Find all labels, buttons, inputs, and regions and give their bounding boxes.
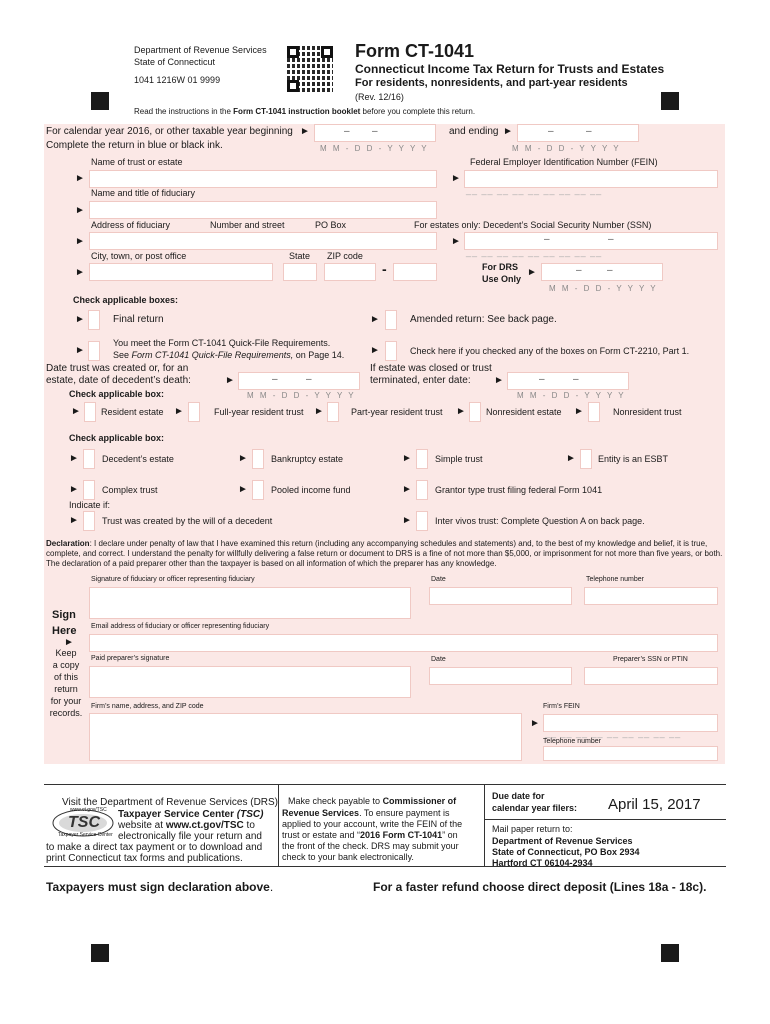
ct2210-label: Check here if you checked any of the boxes on Form CT-2210, Part 1. (410, 346, 690, 356)
date-format-hint: M M - D D - Y Y Y Y (512, 144, 621, 153)
arrow-icon: ► (75, 345, 85, 356)
sign-date-input[interactable] (429, 587, 572, 605)
preparer-ssn-input[interactable] (584, 667, 718, 685)
visit-text-6: print Connecticut tax forms and publications. (46, 853, 243, 864)
arrow-icon: ► (566, 453, 576, 464)
preparer-signature-label: Paid preparer’s signature (91, 655, 170, 662)
tsc-logo-icon: www.ct.gov/TSC TSC Taxpayer Service Center (50, 806, 116, 840)
divider (278, 784, 279, 866)
state-name: State of Connecticut (134, 57, 216, 67)
status-label: Part-year resident trust (351, 407, 443, 417)
ending-label: and ending (449, 126, 499, 137)
date-format-hint: M M - D D - Y Y Y Y (549, 284, 658, 293)
arrow-icon: ► (503, 126, 513, 137)
firm-label: Firm’s name, address, and ZIP code (91, 703, 204, 710)
address-label: Address of fiduciary (91, 220, 171, 230)
type-label: Pooled income fund (271, 485, 351, 495)
here-label: Here (52, 625, 77, 637)
arrow-icon: ► (574, 406, 584, 417)
arrow-icon: ► (75, 314, 85, 325)
dept-name: Department of Revenue Services (134, 45, 267, 55)
arrow-icon: ► (451, 236, 461, 247)
quick-file-label-2: See Form CT-1041 Quick-File Requirements, on Page 14. (113, 350, 345, 360)
firm-phone-input[interactable] (543, 746, 718, 761)
final-return-checkbox[interactable] (88, 310, 100, 330)
declaration-text: Declaration: I declare under penalty of law that I have examined this return (including any accompanying schedules and statements) and, to the best of my knowledge and belief, it is true, complete, and correct. I understand the penalty for willfully delivering a false return or document to DRS is a fine of not more than $5,000, or imprisonment for not more than five years, or both. The declaration of a paid preparer other than the taxpayer is based on all information of which the preparer has any knowledge. (46, 539, 723, 568)
arrow-icon: ► (300, 126, 310, 137)
period-label: For calendar year 2016, or other taxable year beginning (46, 126, 293, 137)
created-label-2: estate, date of decedent’s death: (46, 375, 191, 386)
arrow-icon: ► (69, 484, 79, 495)
firm-address-field[interactable] (89, 713, 522, 761)
visit-text-2: Taxpayer Service Center (TSC) (118, 809, 264, 820)
drs-date-input[interactable] (541, 263, 663, 281)
preparer-date-input[interactable] (429, 667, 572, 685)
divider (484, 784, 485, 866)
arrow-icon: ► (314, 406, 324, 417)
revision: (Rev. 12/16) (355, 92, 404, 102)
check-boxes-title: Check applicable boxes: (73, 295, 179, 305)
date-label-2: Date (431, 656, 446, 663)
divider (484, 819, 726, 820)
name-fiduciary-label: Name and title of fiduciary (91, 188, 196, 198)
type-label: Entity is an ESBT (598, 454, 669, 464)
street-label: Number and street (210, 220, 285, 230)
registration-mark (661, 92, 679, 110)
state-label: State (289, 251, 311, 261)
pooled-income-checkbox[interactable] (252, 480, 264, 500)
due-date: April 15, 2017 (608, 796, 701, 813)
drs-label: For DRS (482, 262, 518, 272)
fiduciary-name-input[interactable] (89, 201, 437, 219)
arrow-icon: ► (238, 453, 248, 464)
will-trust-label: Trust was created by the will of a decedent (102, 516, 273, 526)
due-date-label: Due date for (492, 791, 545, 801)
arrow-icon: ► (402, 453, 412, 464)
arrow-icon: ► (225, 375, 235, 386)
type-label: Grantor type trust filing federal Form 1041 (435, 485, 603, 495)
date-format-hint: M M - D D - Y Y Y Y (517, 391, 626, 400)
zip-input[interactable] (324, 263, 376, 281)
arrow-icon: ► (527, 267, 537, 278)
form-title: Form CT-1041 (355, 41, 475, 61)
payment-text-4: trust or estate and “2016 Form CT-1041” on (282, 830, 458, 840)
preparer-ssn-label: Preparer’s SSN or PTIN (613, 656, 688, 663)
visit-text-3: website at www.ct.gov/TSC to (118, 820, 255, 831)
status-label: Nonresident trust (613, 407, 682, 417)
arrow-icon: ► (370, 314, 380, 325)
zip-label: ZIP code (327, 251, 363, 261)
registration-mark (91, 944, 109, 962)
amended-return-checkbox[interactable] (385, 310, 397, 330)
payment-text-2: Revenue Services. To ensure payment is (282, 808, 450, 818)
arrow-icon: ► (174, 406, 184, 417)
arrow-icon: ► (530, 718, 540, 729)
sign-label: Sign (52, 609, 76, 621)
will-trust-checkbox[interactable] (83, 511, 95, 531)
final-return-label: Final return (113, 314, 164, 325)
closed-label-2: terminated, enter date: (370, 375, 471, 386)
arrow-icon: ► (75, 267, 85, 278)
firm-phone-label: Telephone number (543, 738, 601, 745)
closed-date-input[interactable] (507, 372, 629, 390)
bankruptcy-estate-checkbox[interactable] (252, 449, 264, 469)
arrow-icon: ► (402, 484, 412, 495)
instructions-note: Read the instructions in the Form CT-1041 instruction booklet before you complete this return. (134, 107, 476, 116)
inter-vivos-checkbox[interactable] (416, 511, 428, 531)
check-box-title-2: Check applicable box: (69, 389, 165, 399)
part-year-trust-checkbox[interactable] (327, 402, 339, 422)
full-year-trust-checkbox[interactable] (188, 402, 200, 422)
amended-return-label: Amended return: See back page. (410, 314, 557, 325)
type-label: Simple trust (435, 454, 483, 464)
arrow-icon: ► (64, 637, 74, 648)
esbt-checkbox[interactable] (580, 449, 592, 469)
fiduciary-signature-field[interactable] (89, 587, 411, 619)
email-input[interactable] (89, 634, 718, 652)
preparer-signature-field[interactable] (89, 666, 411, 698)
po-box-label: PO Box (315, 220, 347, 230)
firm-fein-label: Firm’s FEIN (543, 703, 580, 710)
created-label: Date trust was created or, for an (46, 363, 189, 374)
indicate-label: Indicate if: (69, 500, 111, 510)
form-subtitle: Connecticut Income Tax Return for Trusts and Estates (355, 62, 665, 76)
created-date-input[interactable] (238, 372, 360, 390)
resident-estate-checkbox[interactable] (84, 402, 96, 422)
date-label: Date (431, 576, 446, 583)
complex-trust-checkbox[interactable] (83, 480, 95, 500)
registration-mark (661, 944, 679, 962)
email-label: Email address of fiduciary or officer representing fiduciary (91, 623, 270, 630)
address-input[interactable] (89, 232, 437, 250)
arrow-icon: ► (370, 345, 380, 356)
arrow-icon: ► (402, 515, 412, 526)
divider (44, 784, 726, 785)
must-sign-note: Taxpayers must sign declaration above. (46, 880, 274, 894)
arrow-icon: ► (75, 236, 85, 247)
payment-text-6: check to your bank electronically. (282, 852, 414, 862)
status-label: Resident estate (101, 407, 164, 417)
phone-label: Telephone number (586, 576, 644, 583)
ink-note: Complete the return in blue or black ink. (46, 140, 223, 151)
arrow-icon: ► (238, 484, 248, 495)
direct-deposit-note: For a faster refund choose direct deposit (Lines 18a - 18c). (373, 880, 707, 894)
arrow-icon: ► (451, 173, 461, 184)
phone-input[interactable] (584, 587, 718, 605)
arrow-icon: ► (456, 406, 466, 417)
quick-file-label: You meet the Form CT-1041 Quick-File Requirements. (113, 338, 331, 348)
visit-text-5: to make a direct tax payment or to download and (46, 842, 263, 853)
fein-label: Federal Employer Identification Number (FEIN) (470, 157, 658, 167)
mail-address-3: Hartford CT 06104-2934 (492, 858, 593, 868)
arrow-icon: ► (494, 375, 504, 386)
name-trust-label: Name of trust or estate (91, 157, 183, 167)
city-label: City, town, or post office (91, 251, 187, 261)
visit-text-4: electronically file your return and (118, 831, 262, 842)
arrow-icon: ► (71, 406, 81, 417)
visit-text: Visit the Department of Revenue Services (DRS) (62, 797, 279, 808)
payment-text-5: the front of the check. DRS may submit your (282, 841, 459, 851)
date-format-hint: M M - D D - Y Y Y Y (320, 144, 429, 153)
city-input[interactable] (89, 263, 273, 281)
trust-name-input[interactable] (89, 170, 437, 188)
simple-trust-checkbox[interactable] (416, 449, 428, 469)
mail-address-1: Department of Revenue Services (492, 836, 633, 846)
payment-text: Make check payable to Commissioner of (288, 796, 457, 806)
state-input[interactable] (283, 263, 317, 281)
arrow-icon: ► (69, 515, 79, 526)
nonresident-trust-checkbox[interactable] (588, 402, 600, 422)
arrow-icon: ► (69, 453, 79, 464)
keep-copy-note: Keep a copy of this return for your records. (49, 648, 83, 718)
quick-file-checkbox[interactable] (88, 341, 100, 361)
type-label: Bankruptcy estate (271, 454, 344, 464)
zip4-input[interactable] (393, 263, 437, 281)
type-label: Complex trust (102, 485, 158, 495)
check-box-title-3: Check applicable box: (69, 433, 165, 443)
date-format-hint: M M - D D - Y Y Y Y (247, 391, 356, 400)
closed-label: If estate was closed or trust (370, 363, 492, 374)
status-label: Full-year resident trust (214, 407, 304, 417)
divider (44, 866, 726, 867)
end-date-input[interactable] (517, 124, 639, 142)
due-date-label-2: calendar year filers: (492, 803, 578, 813)
decedent-estate-checkbox[interactable] (83, 449, 95, 469)
drs-label-2: Use Only (482, 274, 522, 284)
status-label: Nonresident estate (486, 407, 562, 417)
mail-address-2: State of Connecticut, PO Box 2934 (492, 847, 640, 857)
inter-vivos-label: Inter vivos trust: Complete Question A on back page. (435, 516, 645, 526)
fiduciary-signature-label: Signature of fiduciary or officer representing fiduciary (91, 576, 255, 583)
form-subtitle-2: For residents, nonresidents, and part-year residents (355, 77, 628, 89)
ssn-label: For estates only: Decedent’s Social Security Number (SSN) (414, 220, 652, 230)
arrow-icon: ► (75, 205, 85, 216)
form-code: 1041 1216W 01 9999 (134, 75, 221, 85)
ct2210-checkbox[interactable] (385, 341, 397, 361)
payment-text-3: applied to your account, write the FEIN of the (282, 819, 463, 829)
type-label: Decedent’s estate (102, 454, 174, 464)
nonresident-estate-checkbox[interactable] (469, 402, 481, 422)
grantor-trust-checkbox[interactable] (416, 480, 428, 500)
arrow-icon: ► (75, 173, 85, 184)
registration-mark (91, 92, 109, 110)
mail-label: Mail paper return to: (492, 824, 573, 834)
